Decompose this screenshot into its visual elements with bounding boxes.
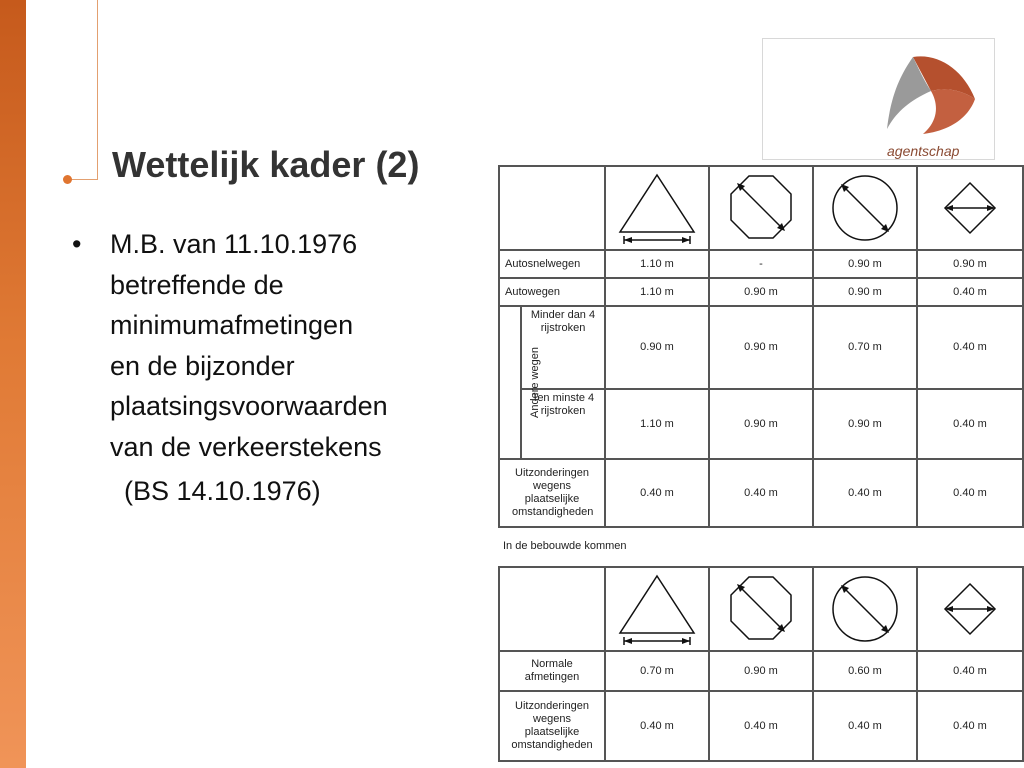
bullet-line: betreffende de	[110, 269, 284, 300]
table-cell: 0.40 m	[709, 459, 813, 527]
table-cell: 0.90 m	[709, 306, 813, 389]
table-cell: -	[709, 250, 813, 278]
circle-sign-icon	[827, 571, 903, 647]
table-cell: 0.40 m	[709, 691, 813, 761]
table-row	[499, 166, 1023, 250]
bullet-block	[72, 224, 472, 512]
table-row	[499, 691, 1023, 761]
sign-dimensions-table	[498, 165, 1024, 528]
row-label: Ten minste 4 rijstroken	[521, 389, 605, 459]
table-cell: 0.40 m	[605, 691, 709, 761]
table-row	[499, 278, 1023, 306]
bullet-line: plaatsingsvoorwaarden	[110, 391, 388, 421]
table-cell: 0.40 m	[813, 459, 917, 527]
circle-sign-cell	[813, 166, 917, 250]
octagon-sign-cell	[709, 567, 813, 651]
group-label-cell	[499, 306, 541, 459]
bullet-line: en de bijzonder	[110, 350, 295, 381]
table-cell: 1.10 m	[605, 389, 709, 459]
table-corner	[499, 567, 605, 651]
row-label: Autowegen	[499, 278, 605, 306]
table-cell: 0.90 m	[605, 306, 709, 389]
table-cell: 0.40 m	[917, 459, 1023, 527]
logo-mark-icon	[763, 39, 996, 139]
table-cell: 0.40 m	[917, 306, 1023, 389]
bullet-text	[110, 224, 472, 512]
table-cell: 0.60 m	[813, 651, 917, 691]
row-label: Uitzonderingen wegens plaatselijke omstandigheden	[499, 459, 605, 527]
row-label: Uitzonderingen wegens plaatselijke omstandigheden	[499, 691, 605, 761]
table-cell: 0.90 m	[813, 278, 917, 306]
group-label: Andere wegen	[528, 347, 541, 418]
table-cell: 0.40 m	[813, 691, 917, 761]
table-cell: 1.10 m	[605, 250, 709, 278]
table-cell: 1.10 m	[605, 278, 709, 306]
table-cell: 0.90 m	[813, 250, 917, 278]
row-label: Autosnelwegen	[499, 250, 605, 278]
table-cell: 0.40 m	[917, 651, 1023, 691]
slide-title: Wettelijk kader (2)	[112, 144, 420, 185]
row-label: Minder dan 4 rijstroken	[521, 306, 605, 389]
bullet-line: minimumafmetingen	[110, 310, 354, 340]
agency-logo	[762, 38, 995, 160]
logo-text: agentschap	[887, 143, 960, 159]
table-row	[499, 250, 1023, 278]
decorative-dot	[63, 175, 72, 184]
triangle-sign-icon	[612, 170, 702, 246]
table-cell: 0.70 m	[605, 651, 709, 691]
reference-text: (BS 14.10.1976)	[124, 476, 321, 506]
row-label: Normale afmetingen	[499, 651, 605, 691]
diamond-sign-cell	[917, 567, 1023, 651]
table-cell: 0.70 m	[813, 306, 917, 389]
section-caption: In de bebouwde kommen	[503, 540, 627, 552]
table-cell: 0.40 m	[605, 459, 709, 527]
table-cell: 0.40 m	[917, 278, 1023, 306]
octagon-sign-cell	[709, 166, 813, 250]
triangle-sign-cell	[605, 567, 709, 651]
octagon-sign-icon	[723, 571, 799, 647]
circle-sign-cell	[813, 567, 917, 651]
bullet-marker: •	[72, 229, 82, 259]
bullet-line: M.B. van 11.10.1976	[110, 229, 358, 259]
table-cell: 0.40 m	[917, 389, 1023, 459]
built-up-area-table	[498, 566, 1024, 762]
table-row	[499, 459, 1023, 527]
decorative-horizontal-line	[68, 179, 98, 180]
triangle-sign-icon	[612, 571, 702, 647]
table-row	[499, 306, 1023, 389]
octagon-sign-icon	[723, 170, 799, 246]
circle-sign-icon	[827, 170, 903, 246]
triangle-sign-cell	[605, 166, 709, 250]
table-cell: 0.90 m	[709, 651, 813, 691]
table-cell: 0.40 m	[917, 691, 1023, 761]
table-cell: 0.90 m	[709, 389, 813, 459]
table-cell: 0.90 m	[813, 389, 917, 459]
table-corner	[499, 166, 605, 250]
table-row	[499, 651, 1023, 691]
table-cell: 0.90 m	[709, 278, 813, 306]
table-row	[499, 567, 1023, 651]
decorative-vertical-line	[97, 0, 98, 180]
side-accent-bar	[0, 0, 26, 768]
table-cell: 0.90 m	[917, 250, 1023, 278]
table-row	[499, 389, 1023, 459]
diamond-sign-icon	[935, 173, 1005, 243]
diamond-sign-cell	[917, 166, 1023, 250]
bullet-line: van de verkeerstekens	[110, 431, 382, 462]
diamond-sign-icon	[935, 574, 1005, 644]
